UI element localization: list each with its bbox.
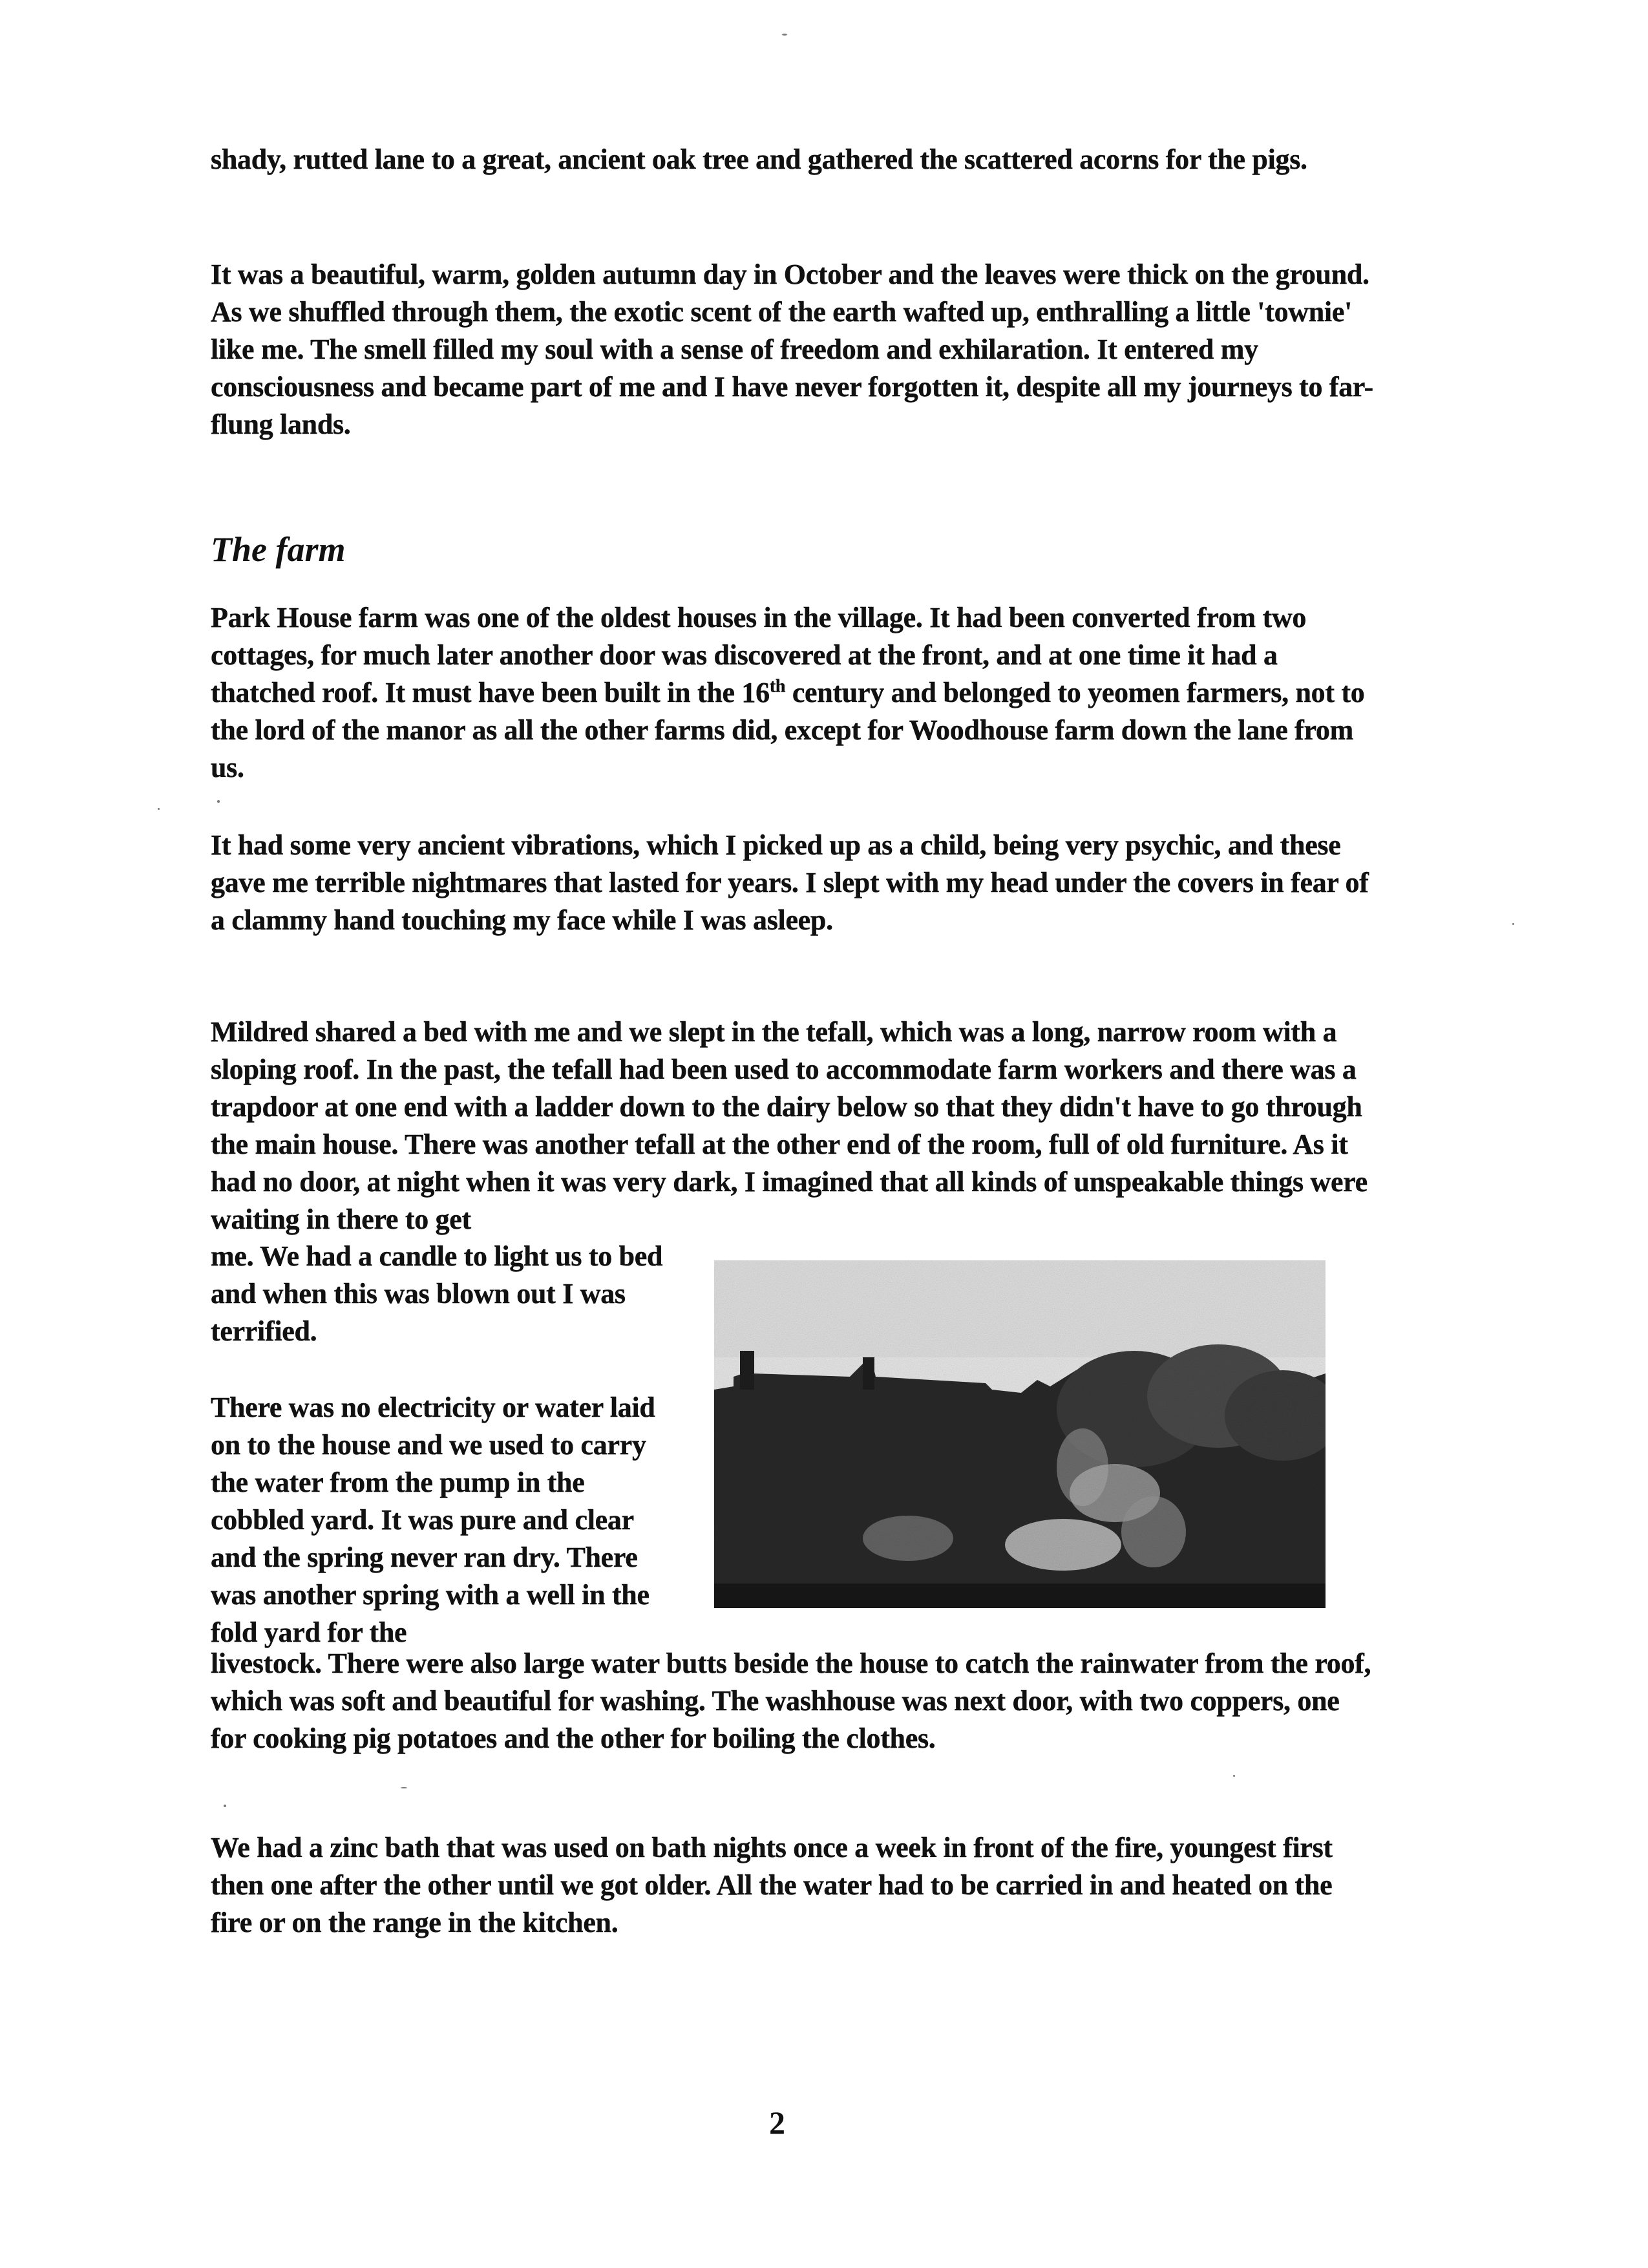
- paragraph-water: There was no electricity or water laid on to the house and we used to carry the water from the pump in the cobbled yard. It was pure and clear and the spring never ran dry. There was another spring with a well in the fold yard for the: [211, 1392, 655, 1648]
- scan-speck: [782, 34, 787, 36]
- farmhouse-photo-image: [714, 1260, 1326, 1608]
- paragraph-autumn-day: It was a beautiful, warm, golden autumn day in October and the leaves were thick on the ground. As we shuffled through them, the exotic scent of the earth wafted up, enthralling a little 'townie' like me. The smell filled my soul with a sense of freedom and exhilaration. It entered my consciousness and became part of me and I have never forgotten it, despite all my journeys to far-flung lands.: [211, 259, 1373, 440]
- page-number: 2: [769, 2104, 785, 2141]
- scan-speck: [1512, 923, 1514, 925]
- p3-text-before: Park House farm was one of the oldest houses in the village. It had been converted from two cottages, for much later another door was discovered at the front, and at one time it had a thatched roof. It must have been built in the 16: [211, 602, 1307, 708]
- paragraph-acorns: shady, rutted lane to a great, ancient oak tree and gathered the scattered acorns for the pigs.: [211, 143, 1307, 175]
- p3-text-after: century and belonged to yeomen farmers, not to the lord of the manor as all the other farms did, except for Woodhouse farm down the lane from us.: [211, 677, 1365, 783]
- scan-speck: [401, 1787, 407, 1788]
- scan-speck: [217, 800, 220, 803]
- paragraph-water-butts: livestock. There were also large water butts beside the house to catch the rainwater from the roof, which was soft and beautiful for washing. The washhouse was next door, with two coppers, one for cooking pig potatoes and the other for boiling the clothes.: [211, 1648, 1371, 1754]
- p3-superscript: th: [769, 676, 786, 697]
- paragraph-zinc-bath: We had a zinc bath that was used on bath nights once a week in front of the fire, youngest first then one after the other until we got older. All the water had to be carried in and heated on the fire or on the range in the kitchen.: [211, 1832, 1333, 1938]
- paragraph-vibrations: It had some very ancient vibrations, which I picked up as a child, being very psychic, and these gave me terrible nightmares that lasted for years. I slept with my head under the covers in fear of a clammy hand touching my face while I was asleep.: [211, 829, 1369, 936]
- paragraph-park-house-farm: [211, 599, 1374, 787]
- scan-speck: [1233, 1775, 1235, 1777]
- farmhouse-photo: [714, 1260, 1326, 1608]
- section-heading: The farm: [211, 530, 346, 569]
- paragraph-tefall: Mildred shared a bed with me and we slept in the tefall, which was a long, narrow room with a sloping roof. In the past, the tefall had been used to accommodate farm workers and there was a trapdoor at one end with a ladder down to the dairy below so that they didn't have to go through the main house. There was another tefall at the other end of the room, full of old furniture. As it had no door, at night when it was very dark, I imagined that all kinds of unspeakable things were waiting in there to get: [211, 1016, 1368, 1235]
- paragraph-tefall-continued: me. We had a candle to light us to bed and when this was blown out I was terrified.: [211, 1240, 663, 1347]
- scan-speck: [158, 808, 160, 810]
- scan-speck: [224, 1805, 226, 1807]
